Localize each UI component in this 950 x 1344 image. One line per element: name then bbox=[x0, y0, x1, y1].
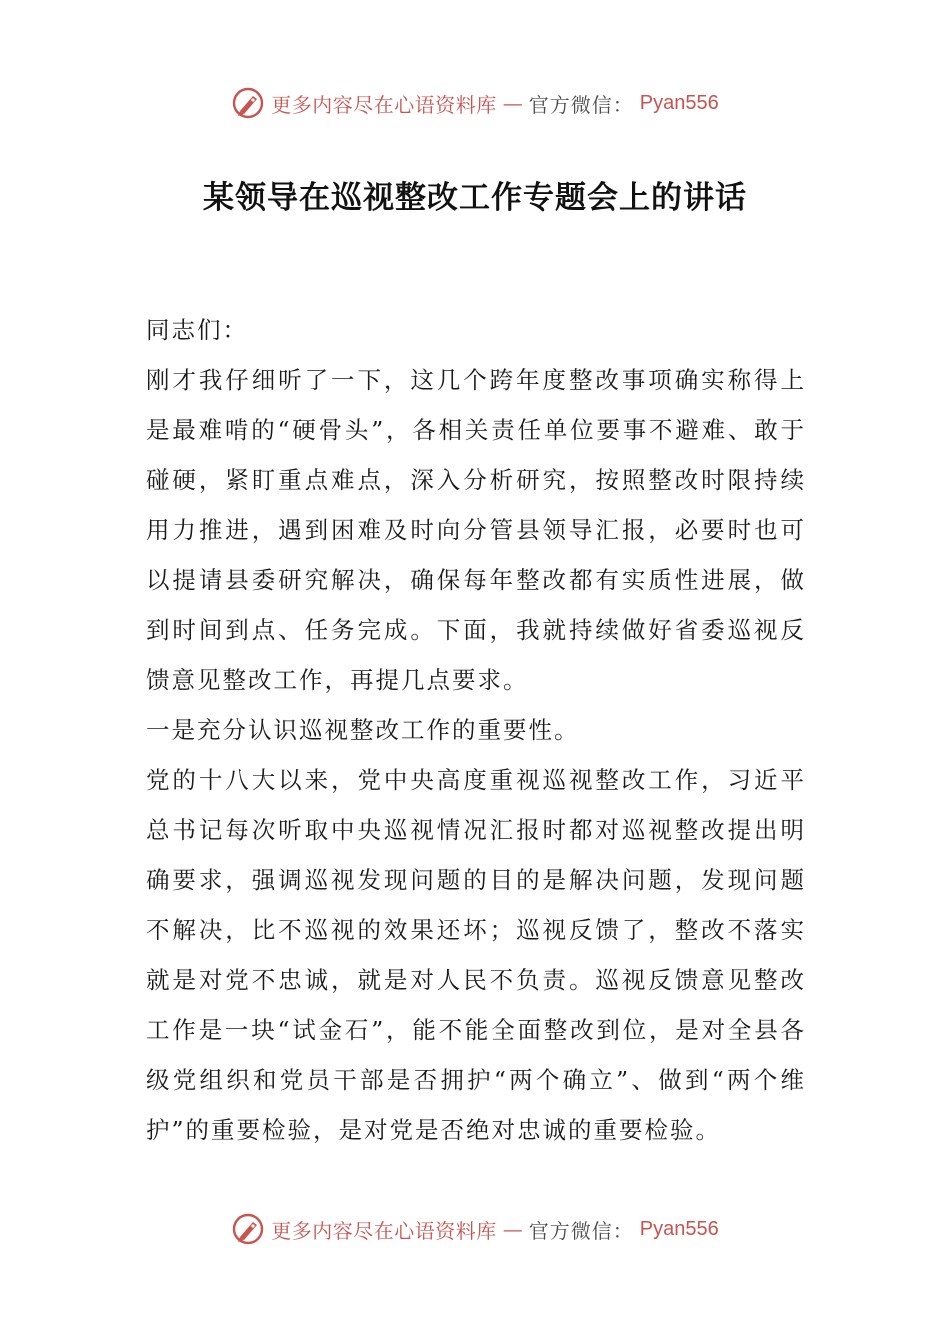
header-banner bbox=[0, 83, 950, 123]
document-title: 某领导在巡视整改工作专题会上的讲话 bbox=[203, 180, 747, 216]
banner-wechat-id: Pyan556 bbox=[639, 91, 719, 114]
footer-banner bbox=[0, 1209, 950, 1249]
banner-wechat-label: 官方微信： bbox=[528, 92, 634, 117]
body-paragraph: 党的十八大以来，党中央高度重视巡视整改工作，习近平总书记每次听取中央巡视情况汇报时都对巡视整改提出明确要求，强调巡视发现问题的目的是解决问题，发现问题不解决，比不巡视的效果还坏；巡视反馈了，整改不落实就是对党不忠诚，就是对人民不负责。巡视反馈意见整改工作是一块“试金石”，能不能全面整改到位，是对全县各级党组织和党员干部是否拥护“两个确立”、做到“两个维护”的重要检验，是对党是否绝对忠诚的重要检验。 bbox=[146, 766, 806, 1144]
pen-nib-logo-icon bbox=[231, 86, 265, 120]
banner-separator: — bbox=[502, 1217, 523, 1241]
banner-separator: — bbox=[502, 91, 523, 115]
banner-main-text: 更多内容尽在心语资料库 bbox=[271, 92, 497, 117]
body-paragraph: 刚才我仔细听了一下，这几个跨年度整改事项确实称得上是最难啃的“硬骨头”，各相关责任单位要事不避难、敢于碰硬，紧盯重点难点，深入分析研究，按照整改时限持续用力推进，遇到困难及时向分管县领导汇报，必要时也可以提请县委研究解决，确保每年整改都有实质性进展，做到时间到点、任务完成。下面，我就持续做好省委巡视反馈意见整改工作，再提几点要求。 bbox=[146, 366, 806, 694]
section-heading: 一是充分认识巡视整改工作的重要性。 bbox=[146, 716, 580, 744]
salutation: 同志们： bbox=[146, 316, 248, 344]
document-body bbox=[146, 305, 806, 1155]
banner-main-text: 更多内容尽在心语资料库 bbox=[271, 1218, 497, 1243]
pen-nib-logo-icon bbox=[231, 1212, 265, 1246]
banner-wechat-label: 官方微信： bbox=[528, 1218, 634, 1243]
banner-wechat-id: Pyan556 bbox=[639, 1217, 719, 1240]
